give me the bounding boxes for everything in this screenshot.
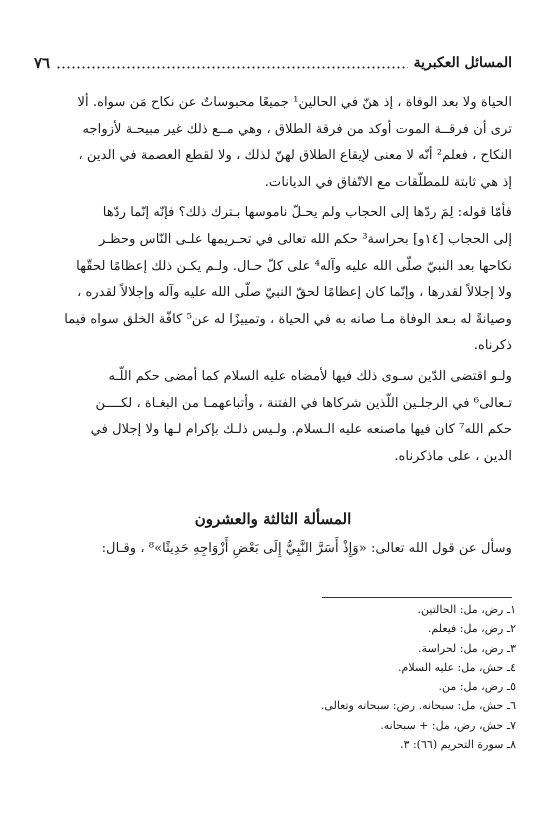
body-line: وصيانةً له بـعد الوفاة مـا صانه به في الحياة ، وتمييزًا له عن⁵ كافّة الخلق سواه فيما	[64, 311, 512, 327]
footnote: ٨ـ سورة التحريم (٦٦): ٣.	[400, 738, 516, 752]
footnote: ٣ـ رض، مل: لحراسة.	[418, 641, 516, 655]
body-line: النكاح ، فعلم² أنّه لا معنى لإيقاع الطلاق لهنّ لذلك ، ولا لقطع العصمة في الدين ،	[78, 148, 512, 164]
body-line: إلى الحجاب [١٤و] بحراسة³ حكم الله تعالى في تحـريمها علـى النّاس وحظـر	[98, 231, 512, 247]
page-header	[34, 52, 512, 74]
footnote: ٥ـ رض، مل: من.	[438, 680, 516, 694]
body-line: إذ هي ثابتة للمطلّقات مع الاتّفاق في الديانات.	[264, 174, 512, 190]
question-line: وسأل عن قول الله تعالى: «وَإِذْ أَسَرَّ النَّبِيُّ إِلَى بَعْضِ أَزْوَاجِهِ حَدِيثًا»⁸ ، وقـال:	[101, 541, 512, 556]
body-line: نكاحها بعد النبيّ صلّى الله عليه وآله⁴ على كلّ حـال. ولـم يكـن ذلك إعظامًا لحقّها	[76, 258, 512, 274]
body-line: ولـو اقتضى الدّين سـوى ذلك فيها لأمضاه عليه السلام كما أمضى حكم اللّـه	[108, 368, 512, 384]
section-title: المسألة الثالثة والعشرون	[194, 510, 352, 528]
leader-dots	[56, 66, 408, 69]
body-line: الدين ، على ماذكرناه.	[394, 448, 512, 464]
footnote: ٧ـ حش، رض، مل: + سبحانه.	[380, 718, 516, 732]
footnote: ٢ـ رض، مل: فيعلم.	[427, 622, 516, 636]
running-title: المسائل العكبرية	[413, 55, 512, 71]
footnote-divider	[322, 597, 512, 598]
footnote: ٤ـ حش، مل: عليه السلام.	[398, 660, 516, 674]
body-line: ذكرناه.	[473, 338, 512, 354]
footnote: ١ـ رض، مل: الحالتين.	[417, 603, 516, 616]
footnotes	[216, 600, 516, 754]
body-line: فأمّا قوله: لِمَ ردّها إلى الحجاب ولم يحـلّ ناموسها بـترك ذلك؟ فإنّه إنّما ردّها	[102, 205, 512, 221]
body-text	[34, 90, 512, 470]
page-number: ٧٦	[34, 54, 51, 72]
footnote: ٦ـ حش، مل: سبحانه. رض: سبحانه وتعالى.	[320, 699, 516, 713]
body-line: ترى أن فرقــة الموت أوكد من فرقة الطلاق ، وهي مــع ذلك غير مبيحـة لأزواجه	[82, 121, 512, 137]
body-line: الحياة ولا بعد الوفاة ، إذ هنّ في الحالين¹ جميعًا محبوساتٌ عن نكاح مَن سواه. ألا	[77, 95, 512, 110]
body-line: ولا إجلالاً لقدرها ، وإنّما كان إعظامًا لحقّ النبيّ صلّى الله عليه وآله وإجلالاً لقدره ،	[77, 285, 512, 301]
body-line: تـعالى⁶ في الرجلـين اللّذين شركاها في الفتنة ، وأتباعهمـا من البغـاة ، لكــــن	[95, 395, 512, 411]
body-line: حكم الله⁷ كان فيها ماصنعه عليه الـسلام. ولـيس ذلـك بإكرام لـها ولا إجلال في	[90, 422, 512, 438]
